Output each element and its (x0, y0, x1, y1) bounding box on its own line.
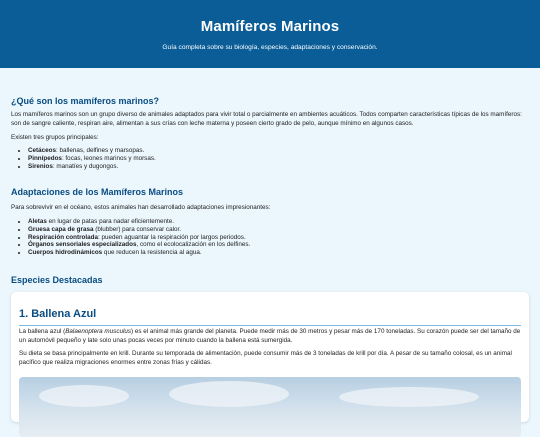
section-title-species: Especies Destacadas (11, 275, 103, 285)
list-item-desc: : pueden aguantar la respiración por largos periodos. (97, 233, 246, 241)
species-card-paragraph-2: Su dieta se basa principalmente en krill. Durante su temporada de alimentación, puede consumir más de 3 toneladas de krill por día. A pesar de su tamaño colosal, es un animal pacífico que realiza migraciones enormes entre zonas frías y cálidas. (19, 350, 512, 366)
cloud-shape (169, 381, 289, 407)
list-item-desc: (blubber) para conservar calor. (93, 225, 181, 233)
list-item-term: Cuerpos hidrodinámicos (28, 249, 103, 257)
page-subtitle: Guía completa sobre su biología, especies, adaptaciones y conservación. (162, 44, 378, 51)
adaptations-list (11, 218, 250, 257)
species-card-title: 1. Ballena Azul (19, 308, 97, 320)
list-item-term: Cetáceos (28, 147, 57, 154)
list-item-term: Respiración controlada (28, 233, 98, 241)
species-card-paragraph-1 (19, 328, 521, 345)
section-what-intro: Los mamíferos marinos son un grupo diverso de animales adaptados para vivir total o parcialmente en ambientes acuáticos. Todos comparten características típicas de los mamíferos: son de sangre caliente, respiran aire, alimentan a sus crías con leche materna y poseen cierto grado de pelo, aunque mínimo en algunos casos. (11, 111, 522, 127)
scientific-name: Balaenoptera musculus (65, 328, 132, 335)
list-item (28, 155, 156, 163)
cloud-shape (339, 387, 479, 407)
list-item-term: Pinnípedos (28, 154, 62, 162)
list-item-desc: , como el ecolocalización en los delfines. (136, 241, 251, 249)
list-item (28, 249, 250, 257)
list-item (28, 226, 250, 234)
section-adapt-intro: Para sobrevivir en el océano, estos animales han desarrollado adaptaciones impresionantes: (11, 204, 271, 211)
blue-whale-image (19, 377, 521, 437)
page-header (0, 0, 540, 68)
groups-list (11, 147, 156, 170)
species-card-blue-whale (11, 292, 529, 422)
cloud-shape (39, 385, 129, 407)
list-item (28, 147, 156, 155)
list-item (28, 163, 156, 171)
section-title-adaptations: Adaptaciones de los Mamíferos Marinos (11, 187, 184, 197)
paragraph-text: ) es el animal más grande del planeta. Puede medir más de 30 metros y pesar más de 170 toneladas. Su corazón puede ser del tamaño de un automóvil pequeño y late solo unas pocas veces por minuto cuando la ballena está sumergida. (19, 328, 521, 344)
list-item-term: Aletas (28, 218, 47, 225)
section-title-what: ¿Qué son los mamíferos marinos? (11, 96, 160, 106)
list-item-term: Órganos sensoriales especializados (28, 241, 137, 249)
list-item-term: Gruesa capa de grasa (28, 225, 94, 233)
list-item-desc: en lugar de patas para nadar eficientemente. (46, 218, 174, 225)
list-item (28, 218, 250, 226)
groups-intro: Existen tres grupos principales: (11, 134, 99, 141)
list-item (28, 241, 250, 249)
page-title: Mamíferos Marinos (200, 18, 340, 35)
list-item-desc: que reducen la resistencia al agua. (102, 249, 202, 257)
list-item-desc: : focas, leones marinos y morsas. (61, 154, 156, 162)
list-item-term: Sirenios (28, 162, 53, 170)
list-item-desc: : manatíes y dugongos. (52, 162, 119, 170)
paragraph-text: La ballena azul ( (19, 328, 66, 335)
card-divider (19, 325, 521, 326)
list-item-desc: : ballenas, delfines y marsopas. (56, 147, 145, 154)
